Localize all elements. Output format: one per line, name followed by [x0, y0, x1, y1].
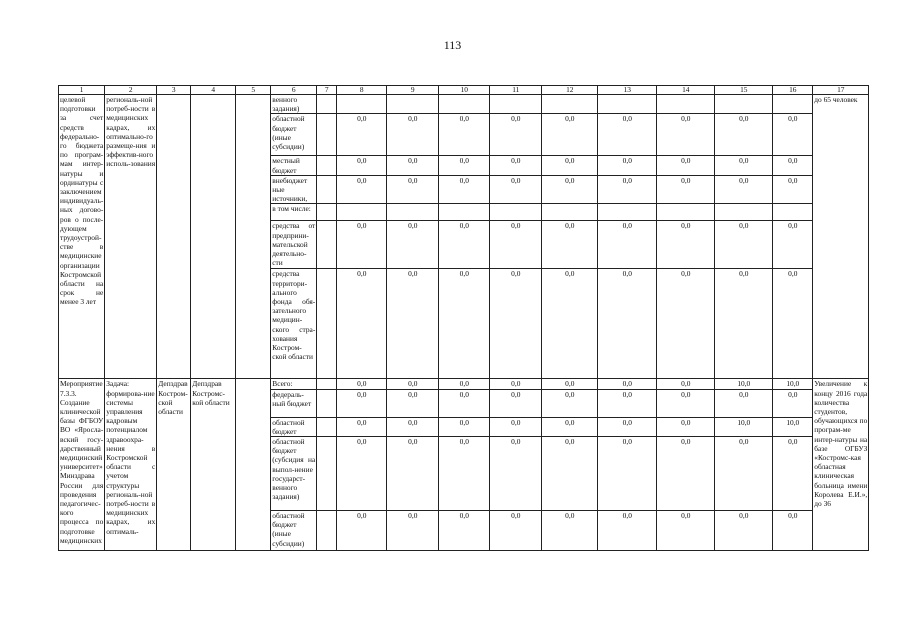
value-cell: 0,0	[657, 175, 715, 204]
value-cell: 0,0	[337, 417, 387, 436]
value-cell: 0,0	[598, 437, 657, 511]
value-cell	[598, 204, 657, 221]
value-cell: 0,0	[387, 437, 439, 511]
empty-cell	[236, 95, 271, 379]
value-cell: 0,0	[490, 114, 542, 156]
value-cell: 0,0	[337, 379, 387, 389]
value-cell: 0,0	[337, 175, 387, 204]
value-cell: 0,0	[715, 221, 773, 269]
table-row	[59, 379, 869, 389]
value-cell: 0,0	[542, 114, 598, 156]
value-cell: 0,0	[598, 114, 657, 156]
value-cell	[490, 204, 542, 221]
value-cell: 0,0	[715, 175, 773, 204]
column-header-7: 7	[317, 86, 337, 95]
value-cell	[337, 204, 387, 221]
funding-source-label: Всего:	[271, 379, 317, 389]
value-cell: 0,0	[657, 417, 715, 436]
value-cell: 0,0	[387, 417, 439, 436]
value-cell: 0,0	[490, 437, 542, 511]
value-cell: 0,0	[773, 389, 813, 417]
executor-cell	[157, 95, 191, 379]
value-cell: 0,0	[337, 269, 387, 379]
value-cell: 0,0	[657, 379, 715, 389]
value-cell: 0,0	[439, 417, 490, 436]
program-table	[58, 85, 869, 551]
coexecutor-cell	[191, 95, 236, 379]
value-cell: 0,0	[542, 269, 598, 379]
value-cell: 0,0	[439, 437, 490, 511]
value-cell: 0,0	[657, 437, 715, 511]
value-cell: 0,0	[337, 156, 387, 175]
column-header-10: 10	[439, 86, 490, 95]
funding-source-label: областной бюджет (субсидия на выпол-нение государст-венного задания)	[271, 437, 317, 511]
empty-cell	[317, 417, 337, 436]
column-header-1: 1	[59, 86, 105, 95]
value-cell: 10,0	[773, 417, 813, 436]
value-cell	[773, 204, 813, 221]
empty-cell	[317, 95, 337, 114]
value-cell: 0,0	[387, 221, 439, 269]
value-cell: 0,0	[715, 437, 773, 511]
measure-name-cell: целевой подготовки за счет средств федерально-го бюджета по програм-мам интер-натуры и ординатуры с заключением индивидуаль-ных догово-ров о после-дующем трудоустрой-стве в медицинские организации Костромской области на срок не менее 3 лет	[59, 95, 105, 379]
empty-cell	[317, 221, 337, 269]
column-header-9: 9	[387, 86, 439, 95]
value-cell: 0,0	[773, 269, 813, 379]
value-cell: 0,0	[542, 221, 598, 269]
value-cell: 0,0	[337, 511, 387, 551]
value-cell: 0,0	[657, 221, 715, 269]
value-cell: 0,0	[337, 389, 387, 417]
page-number: 113	[443, 38, 462, 52]
column-header-11: 11	[490, 86, 542, 95]
value-cell: 0,0	[490, 417, 542, 436]
value-cell: 0,0	[657, 114, 715, 156]
executor-cell: Депздрав Костром-ской области	[157, 379, 191, 551]
column-header-4: 4	[191, 86, 236, 95]
value-cell: 0,0	[598, 379, 657, 389]
funding-source-label: средства от предприни-мательской деятельно-сти	[272, 221, 316, 268]
value-cell: 0,0	[490, 156, 542, 175]
result-cell: до 65 человек	[813, 95, 869, 379]
value-cell: 0,0	[542, 379, 598, 389]
value-cell: 10,0	[715, 379, 773, 389]
value-cell	[490, 95, 542, 114]
column-header-14: 14	[657, 86, 715, 95]
value-cell	[337, 95, 387, 114]
value-cell: 0,0	[773, 114, 813, 156]
value-cell	[387, 95, 439, 114]
value-cell: 0,0	[598, 389, 657, 417]
value-cell: 0,0	[490, 389, 542, 417]
value-cell: 0,0	[773, 437, 813, 511]
value-cell: 10,0	[773, 379, 813, 389]
value-cell: 0,0	[542, 437, 598, 511]
funding-source-label: областной бюджет (иные субсидии)	[271, 511, 317, 551]
value-cell: 0,0	[439, 389, 490, 417]
empty-cell	[317, 156, 337, 175]
value-cell: 0,0	[439, 175, 490, 204]
funding-source-label: областной бюджет	[271, 417, 317, 436]
value-cell	[657, 95, 715, 114]
column-header-2: 2	[105, 86, 157, 95]
value-cell	[598, 95, 657, 114]
value-cell: 0,0	[337, 221, 387, 269]
funding-source-label: областной бюджет (иные субсидии)	[271, 114, 317, 156]
value-cell: 0,0	[542, 389, 598, 417]
value-cell: 0,0	[542, 417, 598, 436]
measure-name-cell: Мероприятие 7.3.3. Создание клинической базы ФГБОУ ВО «Яросла-вский госу-дарственный медицинский университет» Минздрава России для проведения педагогичес-кого процесса по подготовке медицинских	[59, 379, 105, 551]
value-cell: 0,0	[598, 511, 657, 551]
value-cell: 0,0	[490, 511, 542, 551]
value-cell: 0,0	[439, 156, 490, 175]
value-cell: 0,0	[773, 511, 813, 551]
value-cell: 0,0	[439, 511, 490, 551]
empty-cell	[317, 114, 337, 156]
empty-cell	[317, 379, 337, 389]
value-cell: 0,0	[542, 156, 598, 175]
value-cell: 0,0	[657, 269, 715, 379]
value-cell: 0,0	[542, 511, 598, 551]
column-header-5: 5	[236, 86, 271, 95]
empty-cell	[317, 511, 337, 551]
value-cell: 0,0	[598, 221, 657, 269]
value-cell: 0,0	[542, 175, 598, 204]
value-cell: 0,0	[387, 175, 439, 204]
value-cell: 0,0	[657, 511, 715, 551]
task-cell: Задача: формирова-ние системы управления кадровым потенциалом здравоохра-нения в Костромской области с учетом структуры региональ-ной потреб-ности в медицинских кадрах, их оптималь-	[105, 379, 157, 551]
funding-source-label: в том числе:	[271, 204, 317, 221]
value-cell: 0,0	[657, 156, 715, 175]
value-cell: 0,0	[490, 175, 542, 204]
value-cell: 0,0	[715, 114, 773, 156]
value-cell: 0,0	[773, 175, 813, 204]
empty-cell	[317, 389, 337, 417]
value-cell: 0,0	[490, 221, 542, 269]
value-cell: 0,0	[773, 156, 813, 175]
value-cell	[715, 95, 773, 114]
value-cell: 0,0	[490, 379, 542, 389]
empty-cell	[317, 175, 337, 204]
value-cell	[542, 204, 598, 221]
value-cell: 0,0	[715, 389, 773, 417]
funding-source-label: внебюджет ные источники,	[271, 175, 317, 204]
value-cell: 0,0	[773, 221, 813, 269]
value-cell: 0,0	[715, 156, 773, 175]
value-cell	[715, 204, 773, 221]
value-cell: 0,0	[439, 379, 490, 389]
value-cell: 0,0	[715, 511, 773, 551]
column-header-6: 6	[271, 86, 317, 95]
value-cell	[387, 204, 439, 221]
empty-cell	[317, 269, 337, 379]
value-cell: 0,0	[387, 389, 439, 417]
funding-source-label: средства территори-ального фонда обя-зательного медицин-ского стра-хования Костром-ской области	[271, 269, 317, 379]
column-header-8: 8	[337, 86, 387, 95]
value-cell: 0,0	[387, 156, 439, 175]
empty-cell	[236, 379, 271, 551]
value-cell	[542, 95, 598, 114]
column-header-13: 13	[598, 86, 657, 95]
funding-source-label: венного задания)	[271, 95, 317, 114]
column-header-15: 15	[715, 86, 773, 95]
value-cell: 0,0	[490, 269, 542, 379]
column-header-3: 3	[157, 86, 191, 95]
value-cell	[773, 95, 813, 114]
funding-source-label: местный бюджет	[271, 156, 317, 175]
value-cell: 0,0	[598, 417, 657, 436]
column-header-row	[59, 86, 869, 95]
value-cell: 0,0	[657, 389, 715, 417]
table-row	[59, 95, 869, 114]
value-cell	[657, 204, 715, 221]
value-cell: 0,0	[337, 437, 387, 511]
value-cell: 0,0	[387, 269, 439, 379]
task-cell: региональ-ной потреб-ности в медицинских кадрах, их оптимально-го размеще-ния и эффектив-ного исполь-зования	[105, 95, 157, 379]
value-cell: 0,0	[337, 114, 387, 156]
value-cell: 0,0	[439, 269, 490, 379]
column-header-16: 16	[773, 86, 813, 95]
value-cell: 0,0	[715, 269, 773, 379]
value-cell: 10,0	[715, 417, 773, 436]
value-cell: 0,0	[387, 114, 439, 156]
value-cell: 0,0	[387, 511, 439, 551]
value-cell: 0,0	[439, 114, 490, 156]
empty-cell	[317, 437, 337, 511]
empty-cell	[317, 204, 337, 221]
value-cell: 0,0	[598, 175, 657, 204]
column-header-12: 12	[542, 86, 598, 95]
result-cell: Увеличение к концу 2016 года количества студентов, обучающихся по програм-ме интер-натуры на базе ОГБУЗ «Костромс-кая областная клиническая больница имени Королева Е.И.», до 36	[813, 379, 869, 551]
coexecutor-cell: Депздрав Костромс-кой области	[191, 379, 236, 551]
value-cell: 0,0	[598, 156, 657, 175]
value-cell: 0,0	[598, 269, 657, 379]
value-cell: 0,0	[439, 221, 490, 269]
value-cell	[439, 95, 490, 114]
column-header-17: 17	[813, 86, 869, 95]
value-cell	[439, 204, 490, 221]
value-cell: 0,0	[387, 379, 439, 389]
funding-source-label: федераль-ный бюджет	[271, 389, 317, 417]
